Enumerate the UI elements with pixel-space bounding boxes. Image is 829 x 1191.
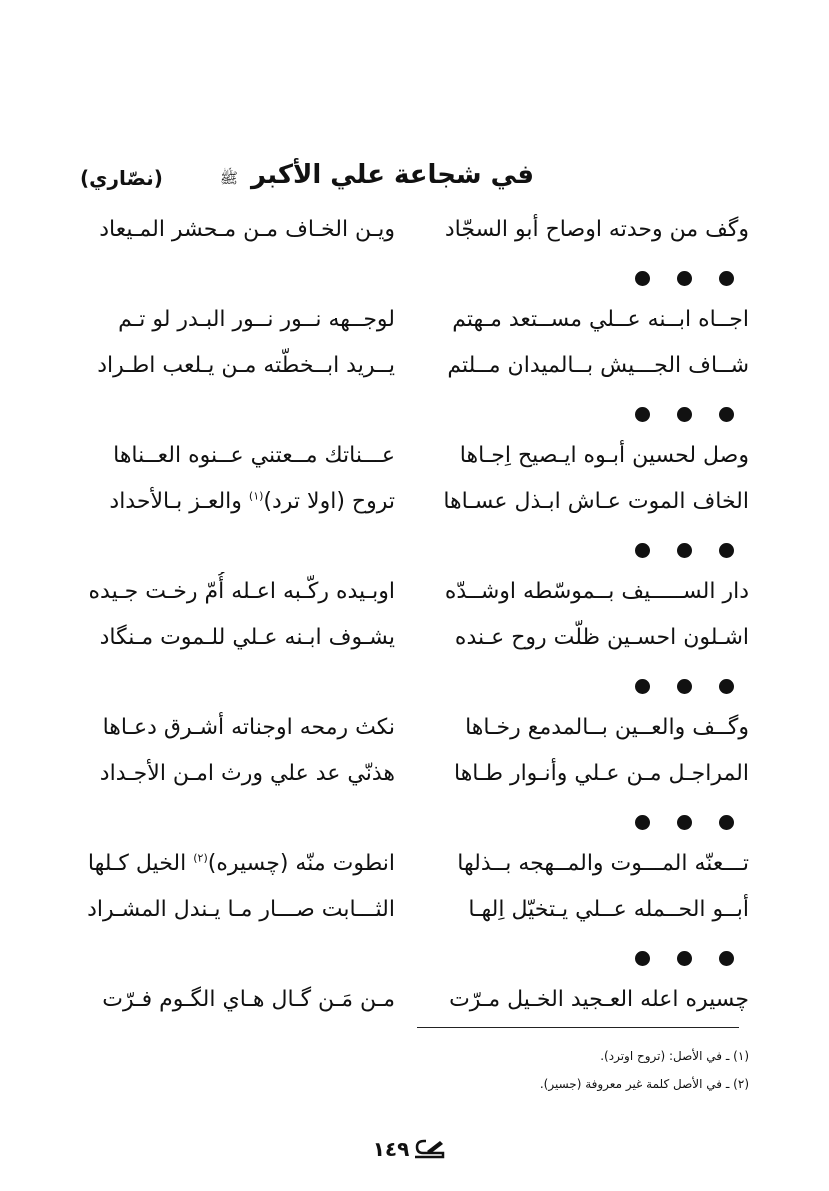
poem-title-text: في شجاعة علي الأكبر	[251, 160, 534, 190]
second-hemistich	[80, 482, 395, 522]
verse-line	[80, 300, 749, 346]
verse-line	[80, 346, 749, 392]
second-hemistich: يــريد ابــخطّته مـن يـلعب اطـراد	[97, 353, 395, 378]
footnote-1: (١) ـ في الأصل: (تروح اوترد).	[600, 1049, 749, 1063]
stanza-separator	[80, 936, 749, 980]
separator-dot	[719, 951, 734, 966]
separator-dot	[635, 815, 650, 830]
verse-line	[80, 890, 749, 936]
stanza-separator	[80, 664, 749, 708]
separator-dot	[719, 679, 734, 694]
verse-line	[80, 618, 749, 664]
stanza-separator	[80, 392, 749, 436]
verse-line	[80, 980, 749, 1026]
separator-dot	[719, 815, 734, 830]
separator-dot	[677, 543, 692, 558]
verse-line	[80, 572, 749, 618]
poem-body	[80, 210, 749, 1026]
first-hemistich: شــاف الجـــيش بــالميدان مــلتم	[447, 353, 749, 378]
second-hemistich: هذنّي عد علي ورث امـن الأجـداد	[99, 761, 395, 786]
page-number	[350, 1134, 470, 1164]
stanza-separator	[80, 256, 749, 300]
first-hemistich: اشـلون احسـين ظلّت روح عـنده	[454, 625, 749, 650]
separator-dot	[635, 951, 650, 966]
second-hemistich: الثـــابت صـــار مـا يـندل المشـراد	[87, 897, 395, 922]
second-hemistich	[80, 844, 395, 884]
page-number-text: ١٤٩	[372, 1137, 410, 1161]
verse-line	[80, 844, 749, 890]
separator-dot	[677, 407, 692, 422]
honorific-symbol: ﷺ	[219, 169, 238, 187]
separator-dot	[719, 271, 734, 286]
tune-label: (نصّاري)	[80, 166, 163, 190]
verse-line	[80, 754, 749, 800]
verse-line	[80, 482, 749, 528]
verse-line	[80, 210, 749, 256]
stanza-separator	[80, 800, 749, 844]
separator-dot	[677, 951, 692, 966]
second-hemistich: لوجــهه نــور نــور البـدر لو تـم	[118, 307, 395, 332]
footnote-ref-2[interactable]: (٢)	[193, 851, 208, 865]
poem-title	[220, 160, 534, 191]
first-hemistich: المراجـل مـن عـلي وأنـوار طـاها	[453, 761, 749, 786]
second-hemistich: مـن مَـن گـال هـاي الگـوم فـرّت	[102, 987, 395, 1012]
page-header	[80, 160, 749, 204]
separator-dot	[635, 271, 650, 286]
second-hemistich: يشـوف ابـنه عـلي للـموت مـنگاد	[99, 625, 395, 650]
hemistich-text-continued: الخيل كـلها	[87, 851, 194, 876]
separator-dot	[635, 543, 650, 558]
first-hemistich: أبــو الحــمله عــلي يـتخيّل اِلهـا	[468, 897, 749, 922]
page-ornament-icon	[413, 1138, 447, 1160]
hemistich-text-continued: والعـز بـالأحداد	[109, 489, 249, 514]
separator-dot	[635, 407, 650, 422]
separator-dot	[677, 679, 692, 694]
second-hemistich: اوبـيده ركّـبه اعـله أُمّ رخـت جـيده	[88, 579, 395, 604]
first-hemistich: چسيره اعله العـجيد الخـيل مـرّت	[449, 987, 749, 1012]
first-hemistich: تـــعنّه المـــوت والمــهجه بــذلها	[457, 851, 749, 876]
separator-dot	[719, 407, 734, 422]
stanza-separator	[80, 528, 749, 572]
footnotes	[249, 1042, 749, 1098]
first-hemistich: دار الســـــيف بــموسّطه اوشــدّه	[444, 579, 749, 604]
second-hemistich: ويـن الخـاف مـن مـحشر المـيعاد	[99, 217, 395, 242]
second-hemistich: عـــناتك مــعتني عــنوه العــناها	[113, 443, 395, 468]
footnote-divider	[417, 1027, 739, 1028]
hemistich-text: انطوت منّه (چسيره)	[207, 851, 395, 876]
separator-dot	[677, 271, 692, 286]
verse-line	[80, 708, 749, 754]
first-hemistich: اجــاه ابــنه عــلي مســتعد مـهتم	[452, 307, 749, 332]
first-hemistich: وگــف والعــين بــالمدمع رخـاها	[465, 715, 749, 740]
hemistich-text: تروح (اولا ترد)	[263, 489, 395, 514]
separator-dot	[635, 679, 650, 694]
first-hemistich: الخاف الموت عـاش ابـذل عسـاها	[443, 489, 749, 514]
footnote-2: (٢) ـ في الأصل كلمة غير معروفة (جسير).	[539, 1077, 749, 1091]
first-hemistich: وصل لحسين أبـوه ايـصيح اِجـاها	[459, 443, 749, 468]
separator-dot	[719, 543, 734, 558]
separator-dot	[677, 815, 692, 830]
first-hemistich: وگف من وحدته اوصاح أبو السجّاد	[444, 217, 749, 242]
verse-line	[80, 436, 749, 482]
second-hemistich: نكث رمحه اوجناته أشـرق دعـاها	[102, 715, 395, 740]
footnote-ref-1[interactable]: (١)	[248, 489, 264, 503]
